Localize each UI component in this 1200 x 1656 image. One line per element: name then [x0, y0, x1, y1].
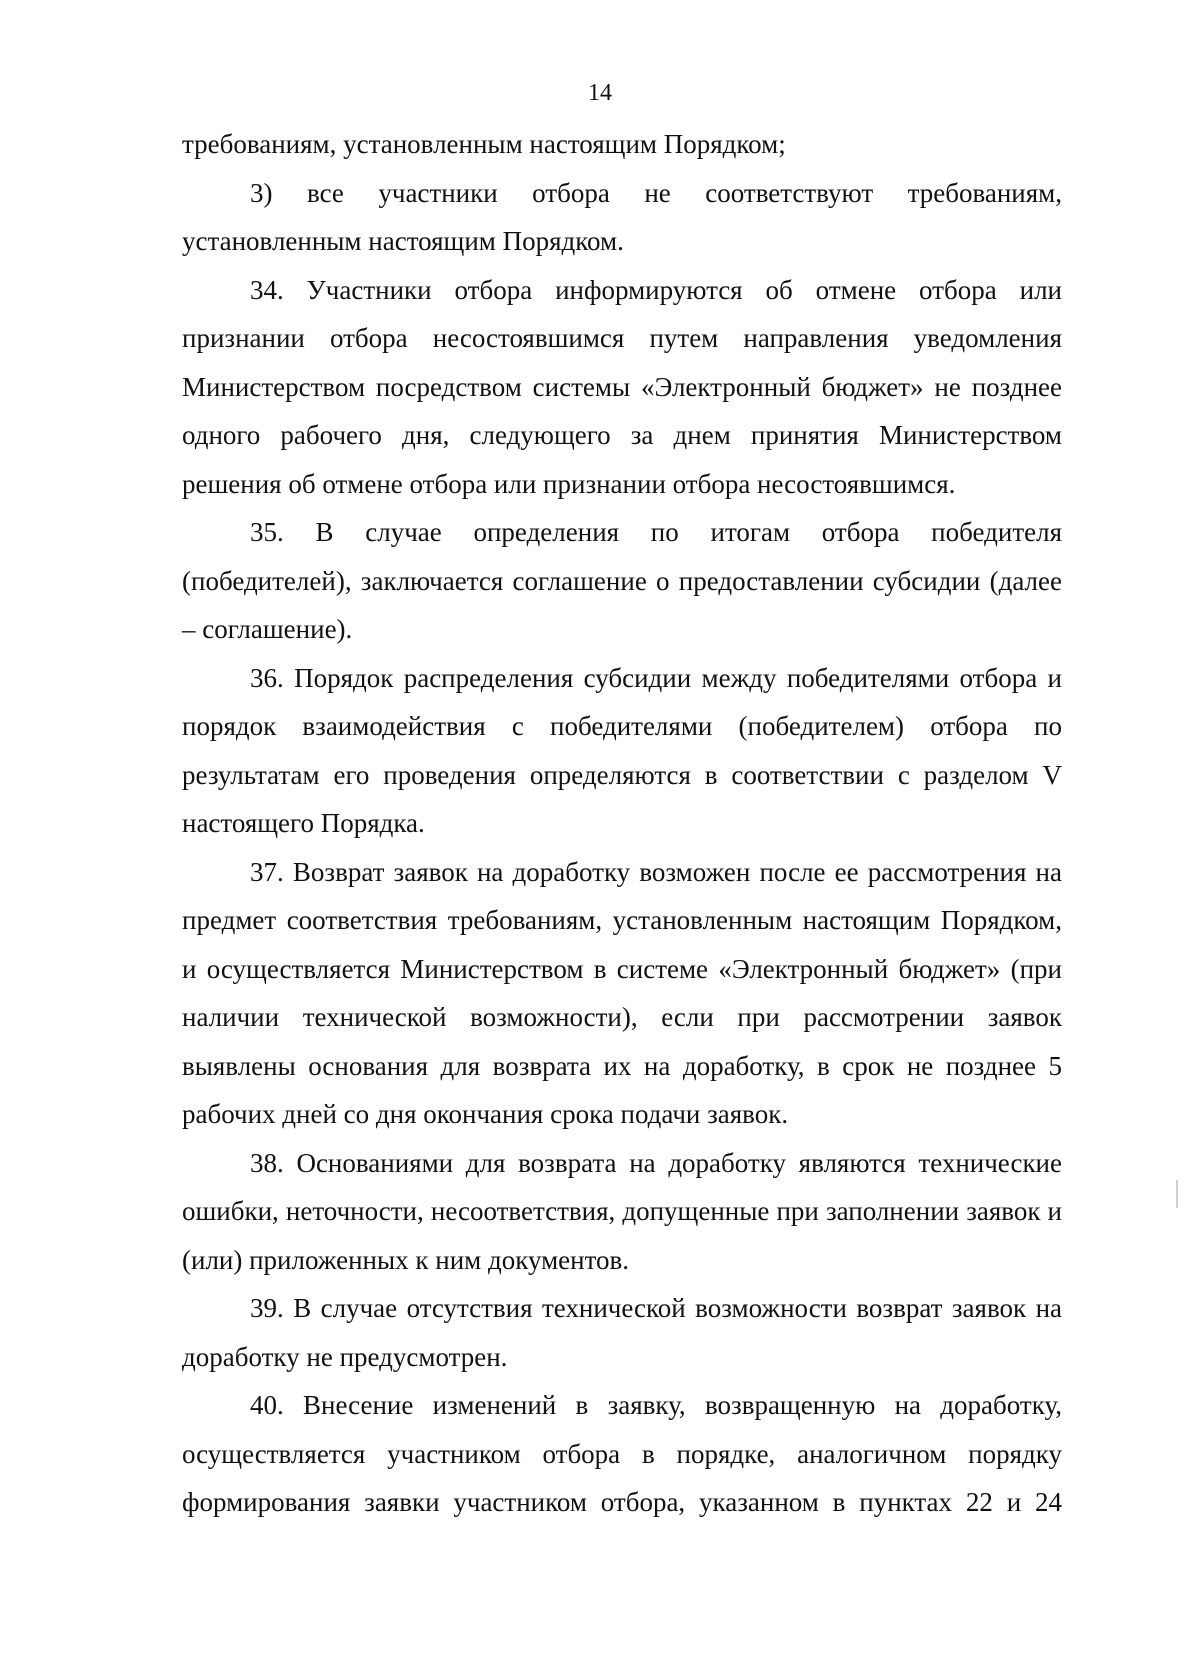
page-number: 14: [588, 80, 612, 106]
paragraph-39: 39. В случае отсутствия технической возможности возврат заявок на доработку не предусмотрен.: [182, 1293, 1062, 1372]
paragraph-38: 38. Основаниями для возврата на доработку являются технические ошибки, неточности, несоответствия, допущенные при заполнении заявок и (или) приложенных к ним документов.: [182, 1147, 1062, 1275]
paragraph-40: 40. Внесение изменений в заявку, возвращенную на доработку, осуществляется участником отбора в порядке, аналогичном порядку формирования заявки участником отбора, указанном в пунктах 22 и 24: [182, 1390, 1062, 1517]
paragraph-35: 35. В случае определения по итогам отбора победителя (победителей), заключается соглашение о предоставлении субсидии (далее – соглашение).: [182, 517, 1062, 644]
paragraph-continuation: требованиям, установленным настоящим Порядком;: [182, 129, 786, 159]
paragraph-item-3: 3) все участники отбора не соответствуют требованиям, установленным настоящим Порядком.: [182, 177, 1062, 256]
document-body: [182, 120, 1062, 1527]
paragraph-36: 36. Порядок распределения субсидии между победителями отбора и порядок взаимодействия с победителями (победителем) отбора по результатам его проведения определяются в соответствии с разделом V настоящего Порядка.: [182, 662, 1062, 838]
paragraph-37: 37. Возврат заявок на доработку возможен после ее рассмотрения на предмет соответствия требованиям, установленным настоящим Порядком, и осуществляется Министерством в системе «Электронный бюджет» (при наличии технической возможности), если при рассмотрении заявок выявлены основания для возврата их на доработку, в срок не позднее 5 рабочих дней со дня окончания срока подачи заявок.: [182, 856, 1062, 1129]
paragraph-34: 34. Участники отбора информируются об отмене отбора или признании отбора несостоявшимся путем направления уведомления Министерством посредством системы «Электронный бюджет» не позднее одного рабочего дня, следующего за днем принятия Министерством решения об отмене отбора или признании отбора несостоявшимся.: [182, 274, 1062, 499]
scan-edge-mark: [1176, 1180, 1178, 1208]
